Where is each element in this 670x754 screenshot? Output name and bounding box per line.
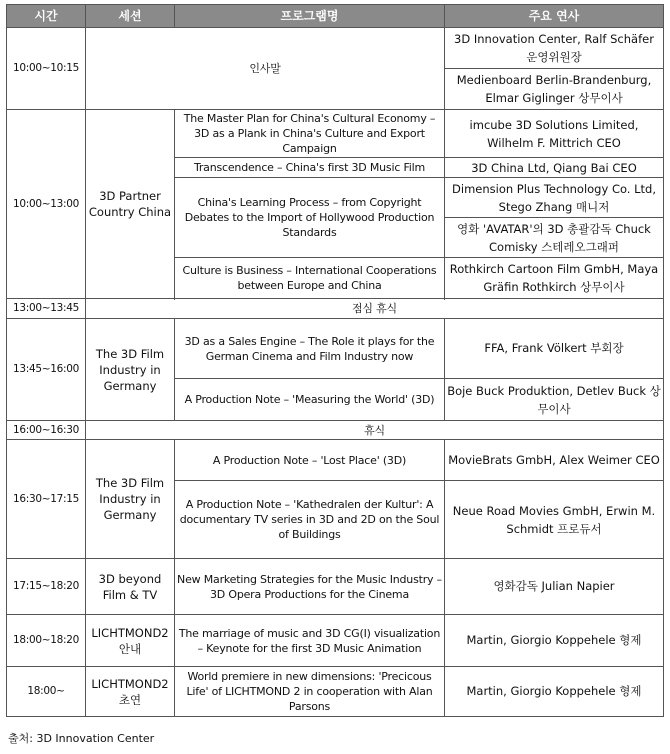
- program-cell: Transcendence – China's first 3D Music Film: [175, 158, 445, 178]
- break-label: 점심 휴식: [86, 299, 664, 319]
- speaker-cell: 영화감독 Julian Napier: [445, 559, 664, 615]
- table-row: [7, 28, 664, 69]
- program-cell: New Marketing Strategies for the Music Industry – 3D Opera Productions for the Cinema: [175, 559, 445, 615]
- session-cell: The 3D Film Industry in Germany: [86, 319, 175, 421]
- source-caption: 출처: 3D Innovation Center: [8, 732, 155, 745]
- header-speaker: 주요 연사: [445, 5, 664, 28]
- table-row: [7, 110, 664, 158]
- speaker-cell: imcube 3D Solutions Limited, Wilhelm F. Mittrich CEO: [445, 110, 664, 158]
- speaker-cell: Neue Road Movies GmbH, Erwin M. Schmidt 프로듀서: [445, 481, 664, 559]
- speaker-cell: 영화 'AVATAR'의 3D 총괄감독 Chuck Comisky 스테레오그래퍼: [445, 218, 664, 258]
- table-row: [7, 440, 664, 481]
- time-cell: 16:30~17:15: [7, 440, 86, 559]
- time-cell: 16:00~16:30: [7, 421, 86, 440]
- session-cell: 3D beyond Film & TV: [86, 559, 175, 615]
- speaker-cell: 3D Innovation Center, Ralf Schäfer 운영위원장: [445, 28, 664, 69]
- header-session: 세션: [86, 5, 175, 28]
- session-cell: LICHTMOND2 안내: [86, 615, 175, 667]
- time-cell: 17:15~18:20: [7, 559, 86, 615]
- program-cell: A Production Note – 'Lost Place' (3D): [175, 440, 445, 481]
- time-cell: 10:00~13:00: [7, 110, 86, 299]
- speaker-cell: Martin, Giorgio Koppehele 형제: [445, 615, 664, 667]
- program-cell: A Production Note – 'Measuring the World' (3D): [175, 379, 445, 421]
- program-cell: China's Learning Process – from Copyright Debates to the Import of Hollywood Production Standards: [175, 178, 445, 258]
- header-row: [7, 5, 664, 28]
- session-cell: The 3D Film Industry in Germany: [86, 440, 175, 559]
- table-row: [7, 299, 664, 319]
- speaker-cell: Medienboard Berlin-Brandenburg, Elmar Giglinger 상무이사: [445, 69, 664, 110]
- speaker-cell: Martin, Giorgio Koppehele 형제: [445, 667, 664, 717]
- program-cell: Culture is Business – International Cooperations between Europe and China: [175, 258, 445, 299]
- session-cell: 3D Partner Country China: [86, 110, 175, 299]
- speaker-cell: FFA, Frank Völkert 부회장: [445, 319, 664, 379]
- table-row: [7, 421, 664, 440]
- header-time: 시간: [7, 5, 86, 28]
- program-cell: The marriage of music and 3D CG(I) visualization – Keynote for the first 3D Music Animation: [175, 615, 445, 667]
- speaker-cell: MovieBrats GmbH, Alex Weimer CEO: [445, 440, 664, 481]
- table-row: [7, 615, 664, 667]
- header-program: 프로그램명: [175, 5, 445, 28]
- table-row: [7, 559, 664, 615]
- program-cell: World premiere in new dimensions: 'Precicous Life' of LICHTMOND 2 in cooperation with Alan Parsons: [175, 667, 445, 717]
- time-cell: 18:00~18:20: [7, 615, 86, 667]
- speaker-cell: Rothkirch Cartoon Film GmbH, Maya Gräfin Rothkirch 상무이사: [445, 258, 664, 299]
- table-row: [7, 319, 664, 379]
- speaker-cell: Dimension Plus Technology Co. Ltd, Stego Zhang 매니저: [445, 178, 664, 218]
- program-cell: 3D as a Sales Engine – The Role it plays for the German Cinema and Film Industry now: [175, 319, 445, 379]
- time-cell: 13:00~13:45: [7, 299, 86, 319]
- speaker-cell: 3D China Ltd, Qiang Bai CEO: [445, 158, 664, 178]
- speaker-cell: Boje Buck Produktion, Detlev Buck 상무이사: [445, 379, 664, 421]
- schedule-table: [6, 4, 664, 717]
- time-cell: 13:45~16:00: [7, 319, 86, 421]
- table-row: [7, 667, 664, 717]
- time-cell: 18:00~: [7, 667, 86, 717]
- break-label: 휴식: [86, 421, 664, 440]
- program-cell: 인사말: [86, 28, 445, 110]
- session-cell: LICHTMOND2 초연: [86, 667, 175, 717]
- program-cell: The Master Plan for China's Cultural Economy – 3D as a Plank in China's Culture and Export Campaign: [175, 110, 445, 158]
- time-cell: 10:00~10:15: [7, 28, 86, 110]
- program-cell: A Production Note – 'Kathedralen der Kultur': A documentary TV series in 3D and 2D on the Soul of Buildings: [175, 481, 445, 559]
